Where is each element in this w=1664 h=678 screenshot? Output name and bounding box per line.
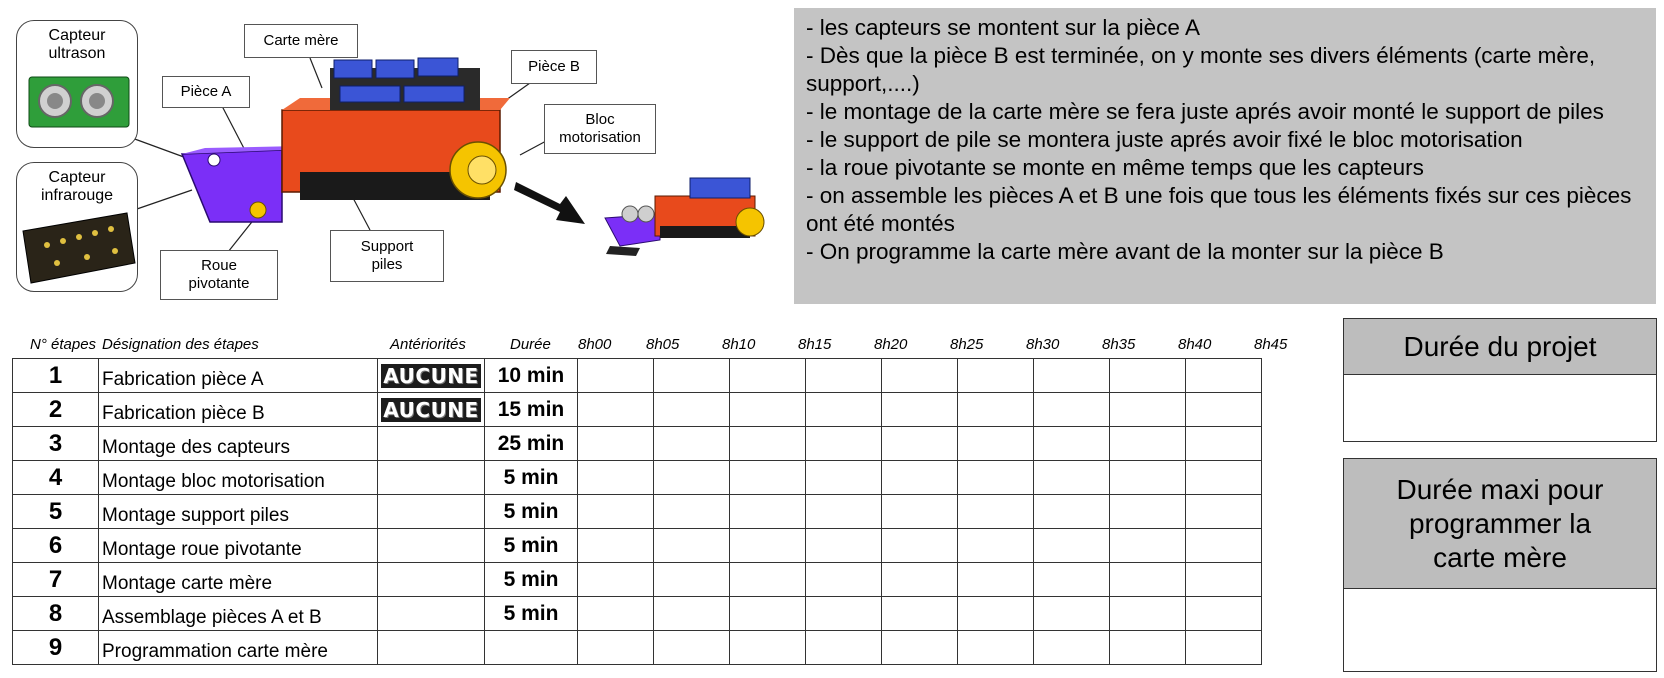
gantt-slot[interactable]: [578, 529, 654, 563]
step-anteriorite-cell[interactable]: [378, 529, 485, 563]
gantt-slot[interactable]: [1110, 529, 1186, 563]
ultrasonic-label-line1: Capteur: [48, 27, 106, 44]
gantt-slot[interactable]: [1186, 393, 1262, 427]
gantt-slot[interactable]: [806, 359, 882, 393]
infrared-label-line1: Capteur: [48, 169, 106, 186]
header-duree: Durée: [510, 336, 551, 353]
step-number: 2: [13, 393, 99, 427]
gantt-slot[interactable]: [1186, 359, 1262, 393]
gantt-slot[interactable]: [730, 529, 806, 563]
step-number: 4: [13, 461, 99, 495]
step-designation: Montage carte mère: [99, 563, 378, 597]
project-duration-title: Durée du projet: [1344, 319, 1656, 375]
gantt-slot[interactable]: [730, 563, 806, 597]
gantt-slot[interactable]: [578, 359, 654, 393]
gantt-slot[interactable]: [882, 631, 958, 665]
time-label: 8h05: [646, 336, 680, 353]
time-label: 8h40: [1178, 336, 1212, 353]
gantt-slot[interactable]: [1186, 563, 1262, 597]
step-duration: 15 min: [485, 393, 578, 427]
gantt-slot[interactable]: [578, 495, 654, 529]
gantt-slot[interactable]: [806, 529, 882, 563]
step-anteriorite-cell[interactable]: [378, 631, 485, 665]
gantt-slot[interactable]: [654, 495, 730, 529]
infrared-sensor-box: [16, 162, 138, 292]
header-num: N° étapes: [30, 336, 97, 353]
gantt-slot[interactable]: [1110, 359, 1186, 393]
gantt-slot[interactable]: [1110, 393, 1186, 427]
gantt-slot[interactable]: [730, 631, 806, 665]
schedule-row: [13, 495, 1262, 529]
anteriorite-stamp: AUCUNE: [383, 397, 479, 422]
callout-bloc-motorisation: Bloc motorisation: [544, 104, 656, 154]
ultrasonic-sensor-icon: [17, 61, 138, 147]
assembly-rules-panel: [794, 8, 1656, 304]
step-designation: Montage roue pivotante: [99, 529, 378, 563]
gantt-slot[interactable]: [958, 597, 1034, 631]
step-number: 6: [13, 529, 99, 563]
callout-support-piles: Support piles: [330, 230, 444, 282]
gantt-slot[interactable]: [806, 495, 882, 529]
step-duration: 5 min: [485, 461, 578, 495]
gantt-slot[interactable]: [958, 563, 1034, 597]
rule-line: - le montage de la carte mère se fera juste aprés avoir monté le support de piles: [806, 99, 1604, 124]
gantt-slot[interactable]: [1034, 461, 1110, 495]
max-programming-duration-box: [1343, 458, 1657, 672]
schedule-row: [13, 563, 1262, 597]
time-label: 8h20: [874, 336, 908, 353]
schedule-row: [13, 461, 1262, 495]
gantt-slot[interactable]: [1186, 597, 1262, 631]
callout-piece-b: Pièce B: [511, 50, 597, 84]
gantt-slot[interactable]: [578, 427, 654, 461]
step-duration: 5 min: [485, 495, 578, 529]
gantt-slot[interactable]: [958, 529, 1034, 563]
gantt-slot[interactable]: [730, 461, 806, 495]
gantt-slot[interactable]: [654, 631, 730, 665]
anteriorite-stamp: AUCUNE: [383, 363, 479, 388]
step-designation: Fabrication pièce B: [99, 393, 378, 427]
time-label: 8h15: [798, 336, 832, 353]
step-designation: Montage bloc motorisation: [99, 461, 378, 495]
gantt-slot[interactable]: [654, 393, 730, 427]
gantt-slot[interactable]: [654, 427, 730, 461]
step-anteriorite-cell[interactable]: [378, 597, 485, 631]
gantt-slot[interactable]: [1110, 461, 1186, 495]
gantt-slot[interactable]: [1186, 427, 1262, 461]
gantt-slot[interactable]: [882, 563, 958, 597]
gantt-slot[interactable]: [806, 631, 882, 665]
step-number: 7: [13, 563, 99, 597]
schedule-table: [12, 358, 1262, 665]
gantt-slot[interactable]: [958, 393, 1034, 427]
gantt-slot[interactable]: [1034, 359, 1110, 393]
step-designation: Montage support piles: [99, 495, 378, 529]
rule-line: - le support de pile se montera juste aprés avoir fixé le bloc motorisation: [806, 127, 1523, 152]
gantt-slot[interactable]: [654, 563, 730, 597]
gantt-slot[interactable]: [654, 597, 730, 631]
gantt-slot[interactable]: [1034, 495, 1110, 529]
gantt-slot[interactable]: [1034, 393, 1110, 427]
schedule-row: [13, 393, 1262, 427]
schedule-row: [13, 529, 1262, 563]
step-number: 9: [13, 631, 99, 665]
step-anteriorite-cell[interactable]: [378, 563, 485, 597]
step-duration: 5 min: [485, 529, 578, 563]
gantt-slot[interactable]: [1186, 461, 1262, 495]
robot-assembly-illustration: [0, 0, 790, 310]
project-duration-answer[interactable]: [1344, 375, 1656, 440]
gantt-slot[interactable]: [730, 495, 806, 529]
max-programming-duration-title: Durée maxi pour programmer la carte mère: [1344, 459, 1656, 589]
gantt-slot[interactable]: [806, 563, 882, 597]
ultrasonic-label-line2: ultrason: [48, 45, 106, 62]
step-duration: 25 min: [485, 427, 578, 461]
step-designation: Programmation carte mère: [99, 631, 378, 665]
gantt-slot[interactable]: [578, 393, 654, 427]
step-duration: 5 min: [485, 563, 578, 597]
gantt-slot[interactable]: [578, 597, 654, 631]
gantt-slot[interactable]: [882, 427, 958, 461]
callout-piece-a: Pièce A: [162, 76, 250, 108]
gantt-slot[interactable]: [958, 461, 1034, 495]
gantt-slot[interactable]: [1034, 427, 1110, 461]
gantt-slot[interactable]: [1034, 631, 1110, 665]
step-designation: Montage des capteurs: [99, 427, 378, 461]
callout-roue-pivotante: Roue pivotante: [160, 250, 278, 300]
gantt-slot[interactable]: [958, 359, 1034, 393]
rule-line: - Dès que la pièce B est terminée, on y monte ses divers éléments (carte mère, support,....): [806, 43, 1596, 96]
gantt-slot[interactable]: [958, 631, 1034, 665]
step-duration: 5 min: [485, 597, 578, 631]
gantt-slot[interactable]: [578, 461, 654, 495]
gantt-slot[interactable]: [1186, 495, 1262, 529]
time-label: 8h25: [950, 336, 984, 353]
step-anteriorite-cell[interactable]: [378, 461, 485, 495]
gantt-slot[interactable]: [578, 631, 654, 665]
step-duration: [485, 631, 578, 665]
gantt-slot[interactable]: [958, 495, 1034, 529]
rule-line: - on assemble les pièces A et B une fois que tous les éléments fixés sur ces pièces ont été montés: [806, 183, 1632, 236]
schedule-row: [13, 359, 1262, 393]
gantt-slot[interactable]: [806, 461, 882, 495]
gantt-slot[interactable]: [958, 427, 1034, 461]
gantt-slot[interactable]: [578, 563, 654, 597]
step-designation: Assemblage pièces A et B: [99, 597, 378, 631]
gantt-slot[interactable]: [654, 359, 730, 393]
schedule-row: [13, 631, 1262, 665]
gantt-slot[interactable]: [1034, 563, 1110, 597]
gantt-slot[interactable]: [1110, 495, 1186, 529]
gantt-slot[interactable]: [1110, 427, 1186, 461]
gantt-slot[interactable]: [1110, 597, 1186, 631]
infrared-label-line2: infrarouge: [40, 187, 114, 204]
step-duration: 10 min: [485, 359, 578, 393]
step-anteriorite-cell[interactable]: [378, 495, 485, 529]
header-anteriorites: Antériorités: [390, 336, 466, 353]
gantt-slot[interactable]: [806, 597, 882, 631]
time-label: 8h00: [578, 336, 612, 353]
header-designation: Désignation des étapes: [102, 336, 259, 353]
rule-line: - la roue pivotante se monte en même temps que les capteurs: [806, 155, 1424, 180]
gantt-slot[interactable]: [1034, 529, 1110, 563]
gantt-slot[interactable]: [730, 359, 806, 393]
step-number: 1: [13, 359, 99, 393]
rule-line: - On programme la carte mère avant de la monter sur la pièce B: [806, 239, 1444, 264]
gantt-slot[interactable]: [730, 427, 806, 461]
step-number: 3: [13, 427, 99, 461]
schedule-column-headers: [0, 336, 1300, 358]
schedule-body: [13, 359, 1262, 665]
infrared-sensor-icon: [17, 201, 138, 291]
step-anteriorite-cell[interactable]: [378, 393, 485, 427]
ultrasonic-sensor-box: [16, 20, 138, 148]
gantt-slot[interactable]: [882, 495, 958, 529]
step-number: 5: [13, 495, 99, 529]
callout-carte-mere: Carte mère: [244, 24, 358, 58]
gantt-slot[interactable]: [806, 427, 882, 461]
gantt-slot[interactable]: [882, 461, 958, 495]
gantt-slot[interactable]: [882, 393, 958, 427]
time-label: 8h45: [1254, 336, 1288, 353]
gantt-slot[interactable]: [1186, 529, 1262, 563]
schedule-row: [13, 597, 1262, 631]
gantt-slot[interactable]: [730, 597, 806, 631]
gantt-slot[interactable]: [882, 529, 958, 563]
rule-line: - les capteurs se montent sur la pièce A: [806, 15, 1200, 40]
time-label: 8h30: [1026, 336, 1060, 353]
gantt-slot[interactable]: [882, 597, 958, 631]
step-anteriorite-cell[interactable]: [378, 427, 485, 461]
step-number: 8: [13, 597, 99, 631]
time-label: 8h35: [1102, 336, 1136, 353]
step-anteriorite-cell[interactable]: [378, 359, 485, 393]
gantt-slot[interactable]: [1186, 631, 1262, 665]
step-designation: Fabrication pièce A: [99, 359, 378, 393]
gantt-slot[interactable]: [882, 359, 958, 393]
gantt-slot[interactable]: [654, 461, 730, 495]
project-duration-box: [1343, 318, 1657, 442]
gantt-slot[interactable]: [730, 393, 806, 427]
gantt-slot[interactable]: [1110, 563, 1186, 597]
gantt-slot[interactable]: [1034, 597, 1110, 631]
gantt-slot[interactable]: [654, 529, 730, 563]
gantt-slot[interactable]: [806, 393, 882, 427]
gantt-slot[interactable]: [1110, 631, 1186, 665]
schedule-row: [13, 427, 1262, 461]
max-programming-duration-answer[interactable]: [1344, 589, 1656, 669]
time-label: 8h10: [722, 336, 756, 353]
